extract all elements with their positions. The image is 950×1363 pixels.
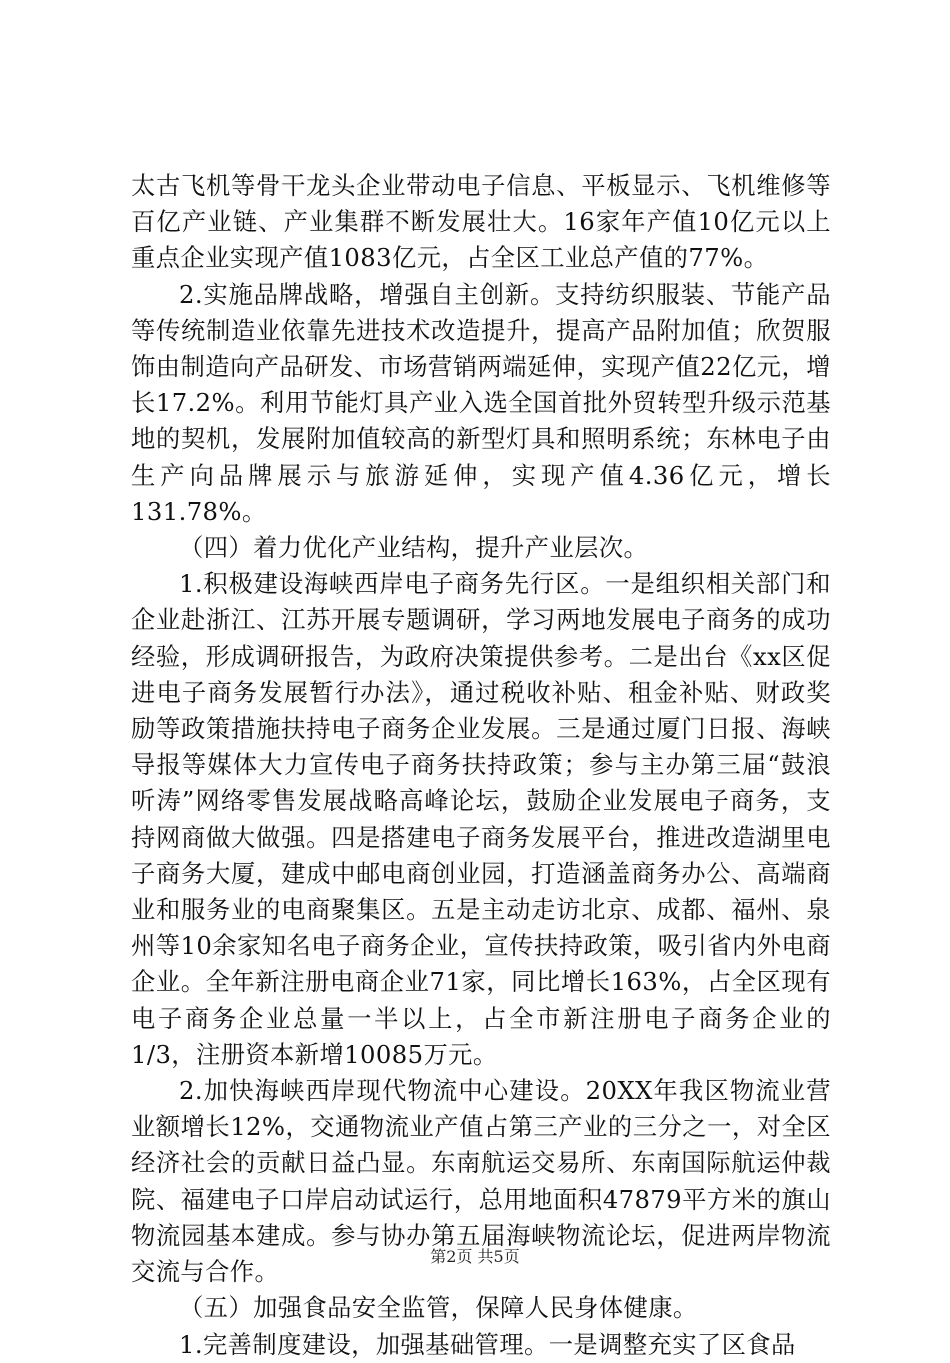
document-body: [131, 168, 831, 1363]
paragraph: 2.加快海峡西岸现代物流中心建设。20XX年我区物流业营业额增长12%，交通物流业产值占第三产业的三分之一，对全区经济社会的贡献日益凸显。东南航运交易所、东南国际航运仲裁院、福建电子口岸启动试运行，总用地面积47879平方米的旗山物流园基本建成。参与协办第五届海峡物流论坛，促进两岸物流交流与合作。: [131, 1076, 831, 1287]
page-number-footer: 第2页 共5页: [430, 1247, 520, 1266]
paragraph: 太古飞机等骨干龙头企业带动电子信息、平板显示、飞机维修等百亿产业链、产业集群不断发展壮大。16家年产值10亿元以上重点企业实现产值1083亿元，占全区工业总产值的77%。: [131, 171, 831, 273]
paragraph: 1.积极建设海峡西岸电子商务先行区。一是组织相关部门和企业赴浙江、江苏开展专题调研，学习两地发展电子商务的成功经验，形成调研报告，为政府决策提供参考。二是出台《xx区促进电子商务发展暂行办法》，通过税收补贴、租金补贴、财政奖励等政策措施扶持电子商务企业发展。三是通过厦门日报、海峡导报等媒体大力宣传电子商务扶持政策；参与主办第三届“鼓浪听涛”网络零售发展战略高峰论坛，鼓励企业发展电子商务，支持网商做大做强。四是搭建电子商务发展平台，推进改造湖里电子商务大厦，建成中邮电商创业园，打造涵盖商务办公、高端商业和服务业的电商聚集区。五是主动走访北京、成都、福州、泉州等10余家知名电子商务企业，宣传扶持政策，吸引省内外电商企业。全年新注册电商企业71家，同比增长163%，占全区现有电子商务企业总量一半以上，占全市新注册电子商务企业的1/3，注册资本新增10085万元。: [131, 569, 831, 1069]
paragraph: 2.实施品牌战略，增强自主创新。支持纺织服装、节能产品等传统制造业依靠先进技术改造提升，提高产品附加值；欣贺服饰由制造向产品研发、市场营销两端延伸，实现产值22亿元，增长17.2%。利用节能灯具产业入选全国首批外贸转型升级示范基地的契机，发展附加值较高的新型灯具和照明系统；东林电子由生产向品牌展示与旅游延伸，实现产值4.36亿元，增长131.78%。: [131, 279, 831, 526]
section-heading: （五）加强食品安全监管，保障人民身体健康。: [179, 1293, 698, 1323]
paragraph: 1.完善制度建设，加强基础管理。一是调整充实了区食品: [179, 1329, 796, 1359]
section-heading: （四）着力优化产业结构，提升产业层次。: [179, 533, 649, 563]
